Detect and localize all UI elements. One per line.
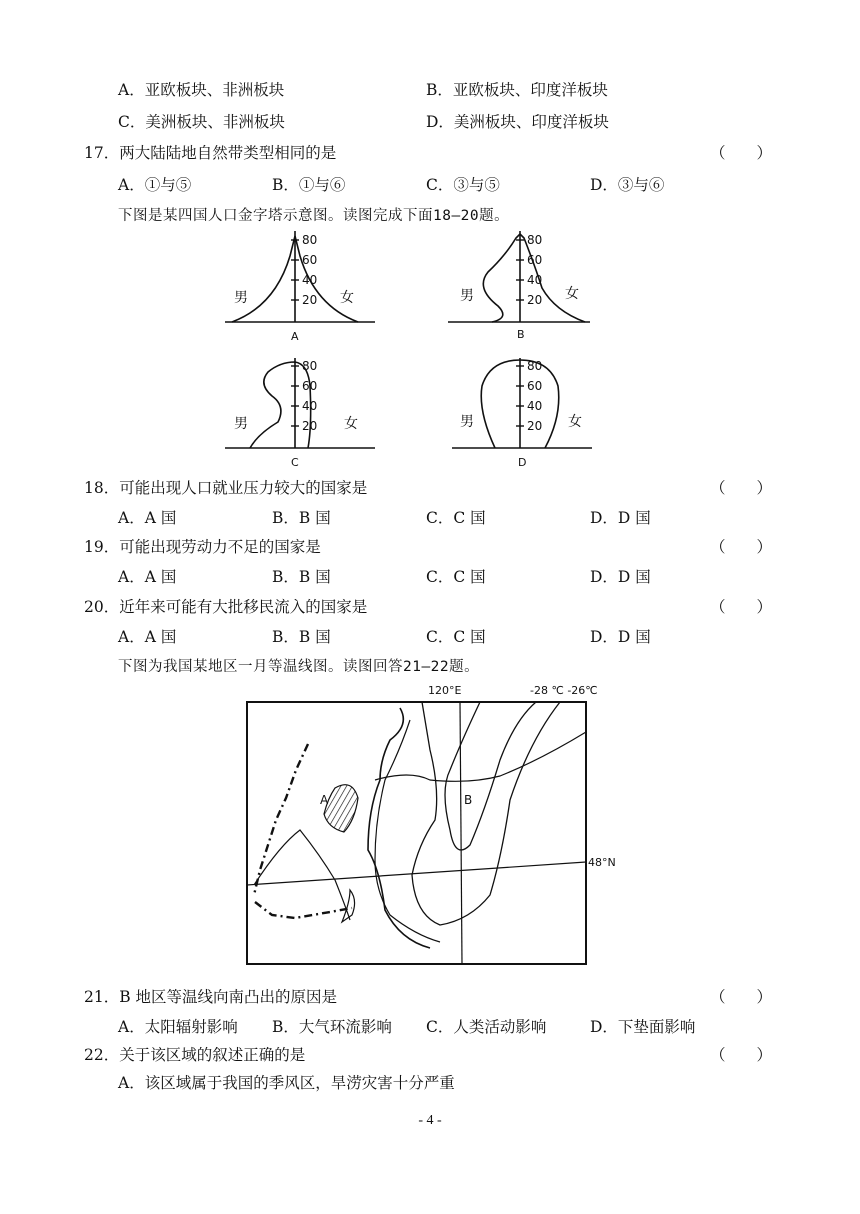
- q17-option-d: D．③与⑥: [590, 176, 665, 194]
- q16-option-a: A．亚欧板块、非洲板块: [118, 81, 285, 99]
- q20-option-b: B．B 国: [272, 628, 331, 646]
- map-intro: 下图为我国某地区一月等温线图。读图回答21—22题。: [118, 659, 480, 675]
- pyramid-b-tick-60: 60: [527, 253, 543, 267]
- isotherm-values-label: -28 ℃ -26℃: [530, 684, 598, 697]
- q17-option-b: B．①与⑥: [272, 176, 346, 194]
- pyramid-d-tick-60: 60: [527, 379, 543, 393]
- pyramid-c-female-label: 女: [344, 416, 358, 432]
- pyramid-a-tick-40: 40: [302, 273, 318, 287]
- pyramid-b-male-label: 男: [460, 288, 474, 304]
- population-pyramids-figure: [220, 226, 600, 476]
- q18-option-d: D．D 国: [590, 509, 651, 527]
- q21-stem: 21．B 地区等温线向南凸出的原因是: [84, 988, 338, 1006]
- longitude-label: 120°E: [428, 684, 462, 697]
- q21-option-b: B．大气环流影响: [272, 1018, 392, 1036]
- isotherm-minus-28: [445, 702, 536, 850]
- q20-answer-bracket: （ ）: [709, 598, 772, 616]
- pyramid-b-caption: B: [517, 328, 525, 341]
- q19-option-c: C．C 国: [426, 568, 486, 586]
- pyramid-c-caption: C: [291, 456, 299, 469]
- pyramid-a-tick-80: 80: [302, 233, 318, 247]
- q20-option-d: D．D 国: [590, 628, 651, 646]
- pyramid-d-tick-40: 40: [527, 399, 543, 413]
- q21-option-c: C．人类活动影响: [426, 1018, 547, 1036]
- q18-answer-bracket: （ ）: [709, 479, 772, 497]
- q18-option-a: A．A 国: [118, 509, 177, 527]
- river-line-4: [254, 830, 350, 920]
- pyramid-a-female-label: 女: [340, 290, 354, 306]
- region-b-label: B: [464, 793, 473, 807]
- pyramid-intro: 下图是某四国人口金字塔示意图。读图完成下面18—20题。: [118, 208, 510, 224]
- pyramid-d-male-label: 男: [460, 414, 474, 430]
- pyramid-c-tick-60: 60: [302, 379, 318, 393]
- pyramid-c-tick-80: 80: [302, 359, 318, 373]
- pyramid-a-caption: A: [291, 330, 299, 343]
- q17-option-c: C．③与⑤: [426, 176, 500, 194]
- pyramid-b-tick-20: 20: [527, 293, 543, 307]
- isotherm-minus-26: [412, 702, 560, 925]
- pyramid-b-tick-40: 40: [527, 273, 543, 287]
- pyramid-b-tick-80: 80: [527, 233, 543, 247]
- q18-stem: 18．可能出现人口就业压力较大的国家是: [84, 479, 368, 497]
- q21-option-d: D．下垫面影响: [590, 1018, 696, 1036]
- q19-answer-bracket: （ ）: [709, 538, 772, 556]
- q17-option-a: A．①与⑤: [118, 176, 192, 194]
- region-a-label: A: [320, 793, 329, 807]
- pyramid-d-female-label: 女: [568, 414, 582, 430]
- river-line-1: [368, 708, 430, 948]
- pyramid-d-caption: D: [518, 456, 527, 469]
- q20-option-a: A．A 国: [118, 628, 177, 646]
- parallel-48n: [247, 862, 586, 885]
- pyramid-a-tick-20: 20: [302, 293, 318, 307]
- hatched-lake-a: [324, 785, 358, 832]
- q22-option-a: A．该区域属于我国的季风区，旱涝灾害十分严重: [118, 1074, 455, 1092]
- pyramid-d-tick-80: 80: [527, 359, 543, 373]
- page-number: - 4 -: [418, 1113, 442, 1128]
- national-border: [254, 744, 352, 918]
- q16-option-b: B．亚欧板块、印度洋板块: [426, 81, 608, 99]
- q18-option-c: C．C 国: [426, 509, 486, 527]
- lake-south: [342, 890, 355, 922]
- q20-option-c: C．C 国: [426, 628, 486, 646]
- pyramid-c-tick-20: 20: [302, 419, 318, 433]
- river-line-3: [375, 732, 586, 781]
- pyramid-c-male-label: 男: [234, 416, 248, 432]
- q19-stem: 19．可能出现劳动力不足的国家是: [84, 538, 321, 556]
- q19-option-d: D．D 国: [590, 568, 651, 586]
- pyramid-a-tick-60: 60: [302, 253, 318, 267]
- q16-option-c: C．美洲板块、非洲板块: [118, 113, 285, 131]
- q19-option-b: B．B 国: [272, 568, 331, 586]
- q22-stem: 22．关于该区域的叙述正确的是: [84, 1046, 306, 1064]
- q18-option-b: B．B 国: [272, 509, 331, 527]
- q20-stem: 20．近年来可能有大批移民流入的国家是: [84, 598, 368, 616]
- pyramid-a-male-label: 男: [234, 290, 248, 306]
- q17-answer-bracket: （ ）: [709, 144, 772, 162]
- q19-option-a: A．A 国: [118, 568, 177, 586]
- q21-answer-bracket: （ ）: [709, 988, 772, 1006]
- pyramid-c-tick-40: 40: [302, 399, 318, 413]
- pyramid-b-female-label: 女: [565, 286, 579, 302]
- q16-option-d: D．美洲板块、印度洋板块: [426, 113, 609, 131]
- q17-stem: 17．两大陆陆地自然带类型相同的是: [84, 144, 337, 162]
- latitude-label: 48°N: [588, 856, 616, 869]
- isotherm-map-figure: [240, 680, 616, 970]
- q21-option-a: A．太阳辐射影响: [118, 1018, 238, 1036]
- pyramid-d-tick-20: 20: [527, 419, 543, 433]
- q22-answer-bracket: （ ）: [709, 1046, 772, 1064]
